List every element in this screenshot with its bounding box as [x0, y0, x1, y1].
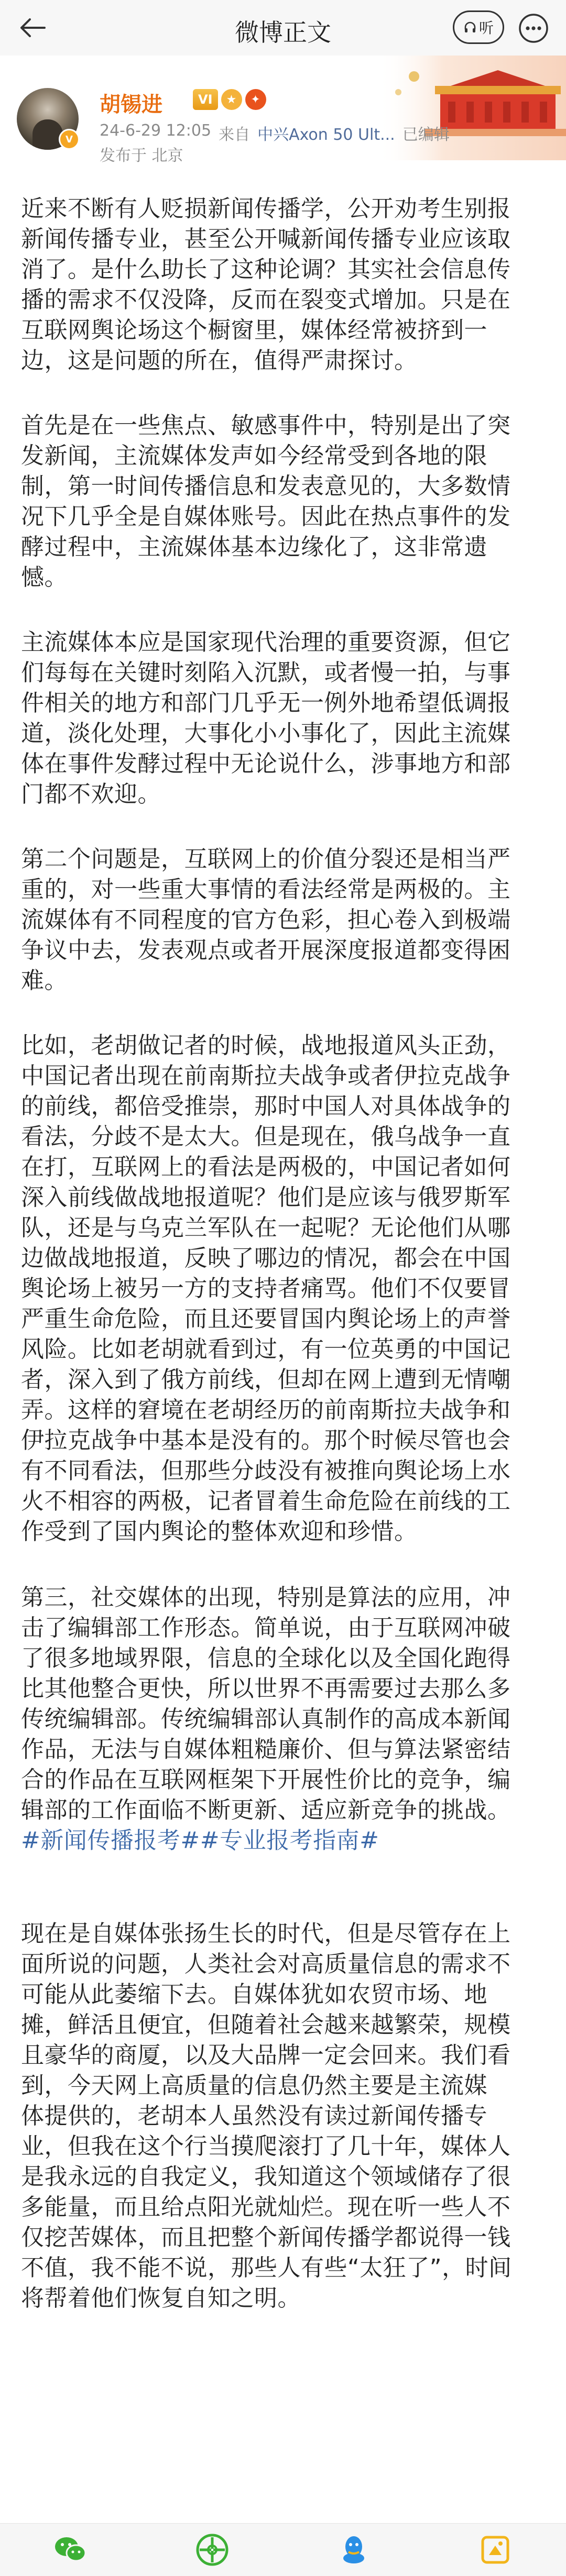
more-button[interactable] [513, 7, 554, 49]
text-line: 作受到了国内舆论的整体欢迎和珍惜。 [21, 1518, 418, 1545]
text-line: 合的作品在互联网框架下开展性价比的竞争，编 [21, 1766, 511, 1793]
text-line: 比如，老胡做记者的时候，战地报道风头正劲， [21, 1032, 511, 1059]
text-line: 难。 [21, 967, 68, 994]
text-line: 了很多地域界限，信息的全球化以及全国化跑得 [21, 1645, 511, 1672]
text-line: 到，今天网上高质量的信息仍然主要是主流媒 [21, 2072, 487, 2099]
text-line: 边做战地报道，反映了哪边的情况，都会在中国 [21, 1245, 511, 1272]
text-line: 伊拉克战争中基本是没有的。那个时候尽管也会 [21, 1427, 511, 1454]
text-line: 现在是自媒体张扬生长的时代，但是尽管存在上 [21, 1920, 511, 1947]
share-bar [0, 2523, 566, 2576]
text-line: 火不相容的两极，记者冒着生命危险在前线的工 [21, 1488, 511, 1514]
post-body [0, 168, 566, 2524]
text-line: 门都不欢迎。 [21, 781, 161, 808]
top-nav-bar [0, 0, 566, 56]
author-badges [193, 89, 266, 110]
topic-link[interactable]: #专业报考指南# [200, 1827, 379, 1854]
text-line: 将帮着他们恢复自知之明。 [21, 2285, 301, 2312]
text-line: 重的，对一些重大事情的看法经常是两极的。主 [21, 876, 511, 903]
source-prefix: 来自 [219, 126, 251, 144]
text-line: 在打，互联网上的看法是两极的，中国记者如何 [21, 1154, 511, 1180]
back-arrow-icon [18, 17, 46, 38]
text-line: 主流媒体本应是国家现代治理的重要资源，但它 [21, 629, 511, 656]
text-line: 播的需求不仅没降，反而在裂变式增加。只是在 [21, 286, 511, 313]
author-header [0, 56, 566, 168]
text-line: 新闻传播专业，甚至公开喊新闻传播专业应该取 [21, 226, 511, 252]
text-line: 深入前线做战地报道呢？他们是应该与俄罗斯军 [21, 1184, 511, 1211]
text-line: 第二个问题是，互联网上的价值分裂还是相当严 [21, 846, 511, 872]
text-line: 严重生命危险，而且还要冒国内舆论场上的声誉 [21, 1306, 511, 1332]
text-line: 弄。这样的窘境在老胡经历的前南斯拉夫战争和 [21, 1397, 511, 1423]
share-moments-button[interactable] [193, 2531, 231, 2569]
text-line: 憾。 [21, 564, 68, 591]
back-button[interactable] [10, 6, 53, 49]
paragraph-5 [21, 1031, 545, 1547]
text-line: 中国记者出现在前南斯拉夫战争或者伊拉克战争 [21, 1063, 511, 1089]
qq-icon [339, 2533, 368, 2567]
medal-icon[interactable]: ★ [221, 89, 242, 110]
text-line: 仅挖苦媒体，而且把整个新闻传播学都说得一钱 [21, 2224, 511, 2251]
verified-badge-icon: V [59, 129, 80, 150]
paragraph-3 [21, 627, 545, 810]
text-line: 多能量，而且给点阳光就灿烂。现在听一些人不 [21, 2194, 511, 2220]
text-line: 传统编辑部。传统编辑部认真制作的高成本新闻 [21, 1706, 511, 1732]
paragraph-1 [21, 194, 545, 376]
share-wechat-button[interactable] [52, 2531, 90, 2569]
author-avatar[interactable] [17, 88, 79, 150]
listen-button[interactable] [453, 10, 504, 44]
text-line: 辑部的工作面临不断更新、适应新竞争的挑战。 [21, 1797, 511, 1823]
fire-medal-icon[interactable]: ✦ [245, 89, 266, 110]
page-title: 微博正文 [235, 18, 331, 47]
text-line: 击了编辑部工作形态。简单说，由于互联网冲破 [21, 1615, 511, 1641]
text-line: 互联网舆论场这个橱窗里，媒体经常被挤到一 [21, 317, 487, 344]
text-line: 不值，我不能不说，那些人有些“太狂了”，时间 [21, 2254, 512, 2281]
paragraph-6 [21, 1583, 545, 1856]
headphones-icon [463, 20, 477, 34]
text-line: 道，淡化处理，大事化小小事化了，因此主流媒 [21, 720, 511, 747]
share-qzone-button[interactable] [476, 2531, 514, 2569]
text-line: 看法，分歧不是太大。但是现在，俄乌战争一直 [21, 1123, 511, 1150]
text-line: 体在事件发酵过程中无论说什么，涉事地方和部 [21, 750, 511, 777]
text-line: 件相关的地方和部门几乎无一例外地希望低调报 [21, 690, 511, 716]
wechat-icon [54, 2535, 88, 2564]
qzone-icon [480, 2534, 511, 2566]
text-line: 酵过程中，主流媒体基本边缘化了，这非常遗 [21, 534, 487, 560]
listen-label: 听 [478, 19, 494, 37]
author-name[interactable]: 胡锡进 [100, 93, 162, 117]
text-line: 发新闻，主流媒体发声如今经常受到各地的限 [21, 443, 487, 469]
text-line: 面所说的问题，人类社会对高质量信息的需求不 [21, 1951, 511, 1977]
post-meta [100, 121, 450, 145]
text-line: 比其他整合更快，所以世界不再需要过去那么多 [21, 1675, 511, 1702]
post-time: 24-6-29 12:05 [100, 121, 212, 140]
level-badge[interactable]: VI [193, 89, 218, 110]
paragraph-4 [21, 844, 545, 996]
text-line: 流媒体有不同程度的官方色彩，担心卷入到极端 [21, 906, 511, 933]
topic-link[interactable]: #新闻传播报考# [21, 1827, 200, 1854]
edited-label[interactable]: 已编辑 [402, 126, 450, 144]
text-line: 争议中去，发表观点或者开展深度报道都变得困 [21, 937, 511, 964]
text-line: 舆论场上被另一方的支持者痛骂。他们不仅要冒 [21, 1275, 511, 1302]
text-line: 摊，鲜活且便宜，但随着社会越来越繁荣，规模 [21, 2011, 511, 2038]
text-line: 的前线，都倍受推崇，那时中国人对具体战争的 [21, 1093, 511, 1120]
text-line: 边，这是问题的所在，值得严肃探讨。 [21, 347, 418, 374]
text-line: 作品，无法与自媒体粗糙廉价、但与算法紧密结 [21, 1736, 511, 1763]
text-line: 是我永远的自我定义，我知道这个领域储存了很 [21, 2163, 511, 2190]
more-dots-icon [518, 13, 549, 44]
share-qq-button[interactable] [335, 2531, 373, 2569]
text-line: 消了。是什么助长了这种论调？其实社会信息传 [21, 256, 511, 283]
text-line: 们每每在关键时刻陷入沉默，或者慢一拍，与事 [21, 659, 511, 686]
paragraph-2 [21, 411, 545, 593]
text-line: 有不同看法，但那些分歧没有被推向舆论场上水 [21, 1457, 511, 1484]
post-device[interactable]: 中兴Axon 50 Ult... [257, 126, 395, 144]
topic-line [21, 1826, 545, 1856]
text-line: 体提供的，老胡本人虽然没有读过新闻传播专 [21, 2103, 487, 2129]
text-line: 可能从此萎缩下去。自媒体犹如农贸市场、地 [21, 1981, 487, 2008]
paragraph-7 [21, 1919, 545, 2314]
header-decoration [377, 56, 566, 160]
text-line: 风险。比如老胡就看到过，有一位英勇的中国记 [21, 1336, 511, 1363]
post-location: 发布于 北京 [100, 147, 183, 165]
text-line: 且豪华的商厦，以及大品牌一定会回来。我们看 [21, 2042, 511, 2069]
text-line: 第三，社交媒体的出现，特别是算法的应用，冲 [21, 1584, 511, 1611]
text-line: 近来不断有人贬损新闻传播学，公开劝考生别报 [21, 195, 511, 222]
text-line: 业，但我在这个行当摸爬滚打了几十年，媒体人 [21, 2133, 511, 2160]
text-line: 制，第一时间传播信息和发表意见的，大多数情 [21, 473, 511, 500]
text-line: 者，深入到了俄方前线，但却在网上遭到无情嘲 [21, 1366, 511, 1393]
text-line: 首先是在一些焦点、敏感事件中，特别是出了突 [21, 412, 511, 439]
text-line: 队，还是与乌克兰军队在一起呢？无论他们从哪 [21, 1214, 511, 1241]
text-line: 况下几乎全是自媒体账号。因此在热点事件的发 [21, 503, 511, 530]
moments-icon [195, 2533, 229, 2567]
